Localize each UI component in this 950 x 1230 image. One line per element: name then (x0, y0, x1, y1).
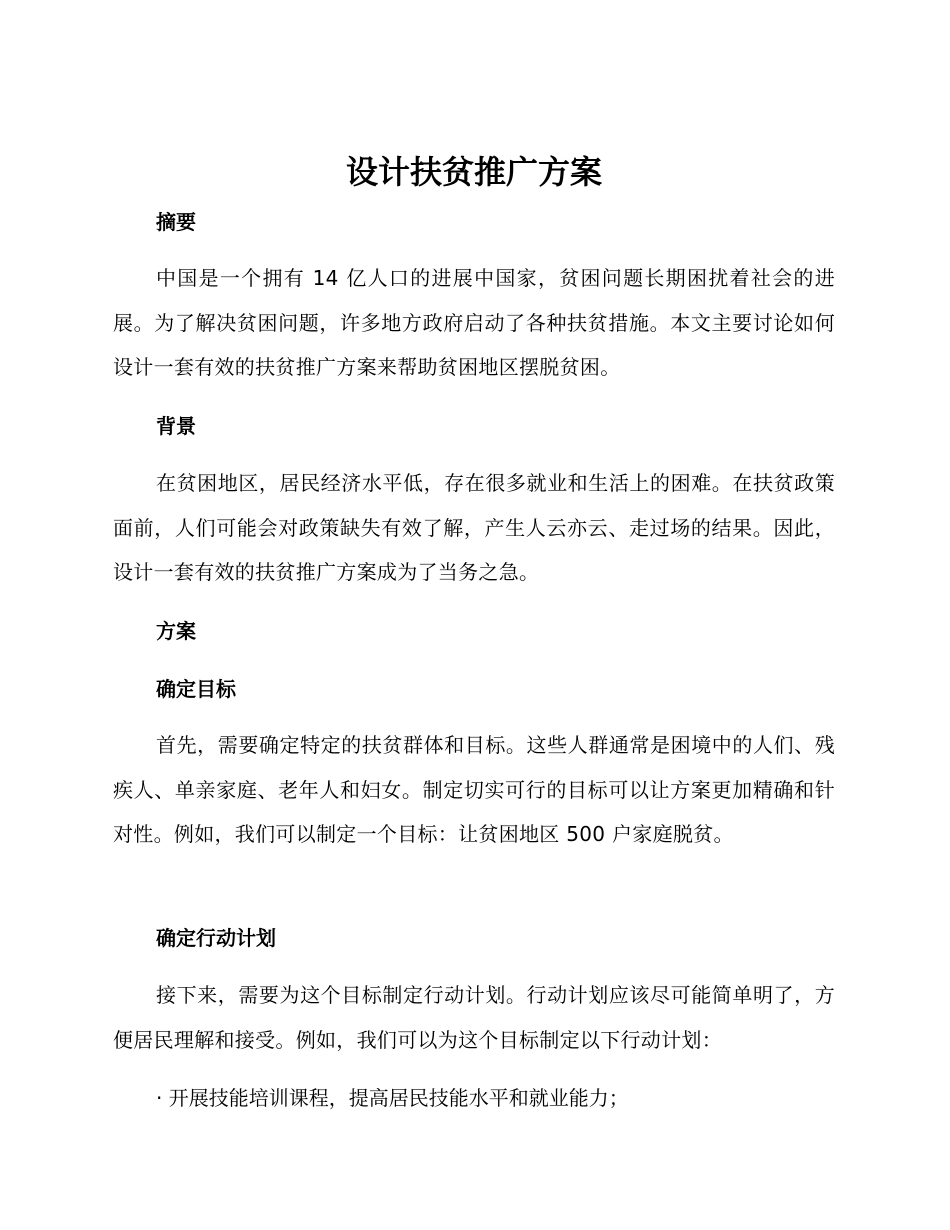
action-plan-heading: 确定行动计划 (156, 926, 276, 950)
goal-heading: 确定目标 (156, 677, 236, 701)
background-heading: 背景 (156, 414, 196, 438)
goal-paragraph: 首先，需要确定特定的扶贫群体和目标。这些人群通常是困境中的人们、残疾人、单亲家庭、老年人和妇女。制定切实可行的目标可以让方案更加精确和针对性。例如，我们可以制定一个目标：让贫困地区 500 户家庭脱贫。 (113, 733, 835, 846)
document-title: 设计扶贫推广方案 (345, 153, 602, 191)
action-plan-paragraph: 接下来，需要为这个目标制定行动计划。行动计划应该尽可能简单明了，方便居民理解和接受。例如，我们可以为这个目标制定以下行动计划： (113, 983, 835, 1052)
abstract-paragraph: 中国是一个拥有 14 亿人口的进展中国家，贫困问题长期困扰着社会的进展。为了解决贫困问题，许多地方政府启动了各种扶贫措施。本文主要讨论如何设计一套有效的扶贫推广方案来帮助贫困地区摆脱贫困。 (113, 266, 835, 379)
abstract-heading: 摘要 (156, 210, 196, 234)
background-paragraph: 在贫困地区，居民经济水平低，存在很多就业和生活上的困难。在扶贫政策面前，人们可能会对政策缺失有效了解，产生人云亦云、走过场的结果。因此，设计一套有效的扶贫推广方案成为了当务之急。 (113, 471, 835, 584)
plan-heading: 方案 (156, 619, 196, 643)
action-plan-bullet: · 开展技能培训课程，提高居民技能水平和就业能力； (156, 1086, 629, 1110)
